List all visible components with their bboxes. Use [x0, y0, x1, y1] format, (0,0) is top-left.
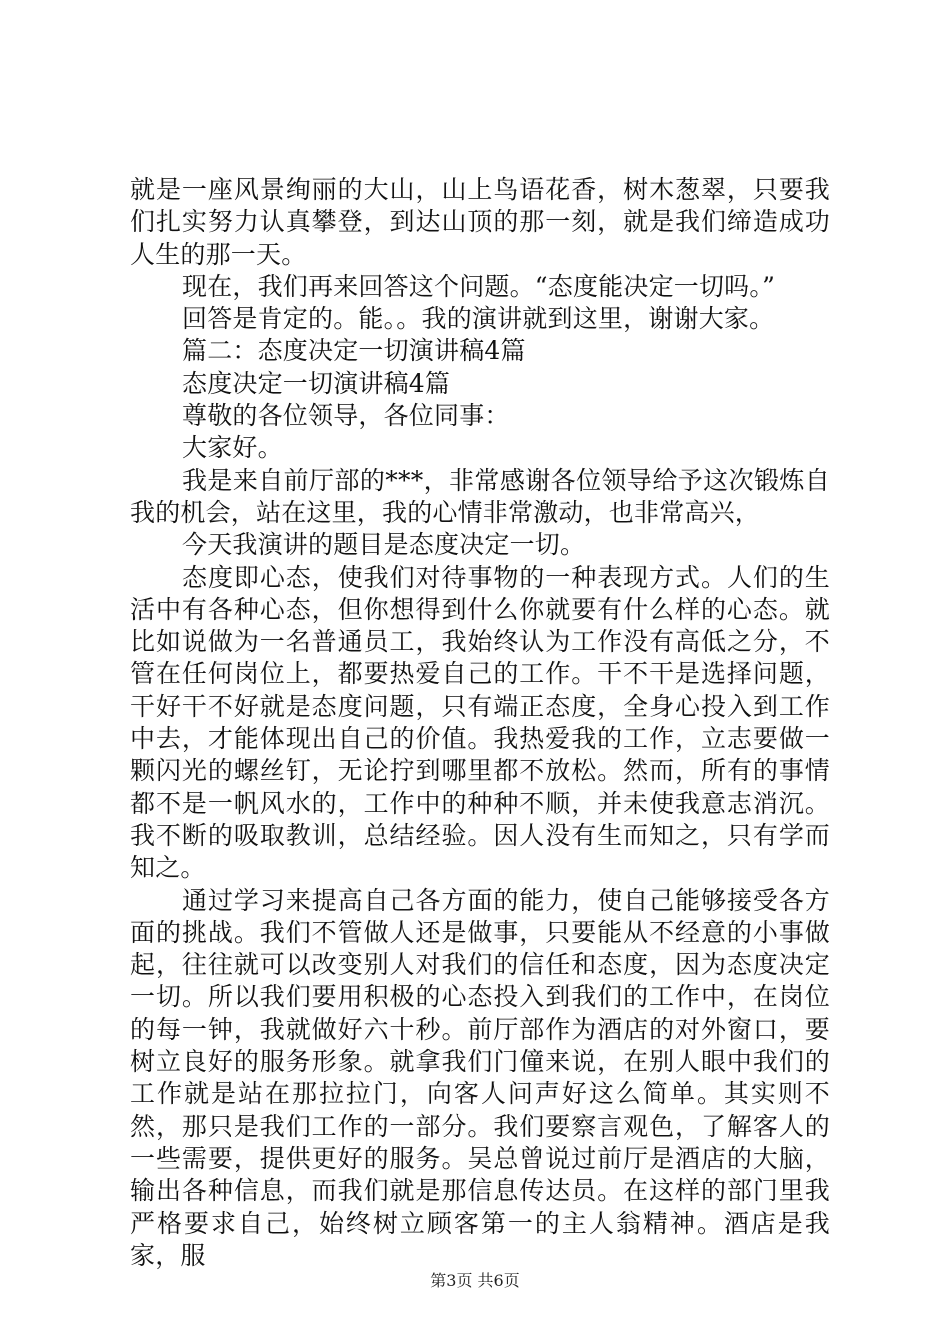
speech-title: 态度决定一切演讲稿4篇: [182, 368, 451, 398]
paragraph-body-1: 态度即心态，使我们对待事物的一种表现方式。人们的生活中有各种心态，但你想得到什么你就要有什么样的心态。就比如说做为一名普通员工，我始终认为工作没有高低之分，不管在任何岗位上，都要热爱自己的工作。干不干是选择问题，干好干不好就是态度问题，只有端正态度，全身心投入到工作中去，才能体现出自己的价值。我热爱我的工作，立志要做一颗闪光的螺丝钉，无论拧到哪里都不放松。然而，所有的事情都不是一帆风水的，工作中的种种不顺，并未使我意志消沉。我不断的吸取教训，总结经验。因人没有生而知之，只有学而知之。: [130, 562, 830, 883]
salutation: 尊敬的各位领导，各位同事：: [182, 401, 510, 431]
section-heading: 篇二：态度决定一切演讲稿4篇: [182, 336, 526, 366]
paragraph-1: 就是一座风景绚丽的大山，山上鸟语花香，树木葱翠，只要我们扎实努力认真攀登，到达山顶的那一刻，就是我们缔造成功人生的那一天。: [130, 175, 830, 269]
greeting: 大家好。: [182, 433, 283, 463]
paragraph-intro: 我是来自前厅部的***，非常感谢各位领导给予这次锻炼自我的机会，站在这里，我的心情非常激动，也非常高兴，: [130, 465, 830, 527]
paragraph-topic: 今天我演讲的题目是态度决定一切。: [182, 530, 586, 560]
paragraph-body-2: 通过学习来提高自己各方面的能力，使自己能够接受各方面的挑战。我们不管做人还是做事，只要能从不经意的小事做起，往往就可以改变别人对我们的信任和态度，因为态度决定一切。所以我们要用积极的心态投入到我们的工作中，在岗位的每一钟，我就做好六十秒。前厅部作为酒店的对外窗口，要树立良好的服务形象。就拿我们门僮来说，在别人眼中我们的工作就是站在那拉拉门，向客人问声好这么简单。其实则不然，那只是我们工作的一部分。我们要察言观色，了解客人的一些需要，提供更好的服务。吴总曾说过前厅是酒店的大脑，输出各种信息，而我们就是那信息传达员。在这样的部门里我严格要求自己，始终树立顾客第一的主人翁精神。酒店是我家，服: [130, 885, 830, 1270]
page-number-footer: 第3页 共6页: [430, 1271, 520, 1290]
paragraph-3: 回答是肯定的。能。。我的演讲就到这里，谢谢大家。: [182, 304, 775, 334]
paragraph-2: 现在，我们再来回答这个问题。“态度能决定一切吗。”: [182, 271, 776, 301]
document-body: [130, 174, 830, 1272]
